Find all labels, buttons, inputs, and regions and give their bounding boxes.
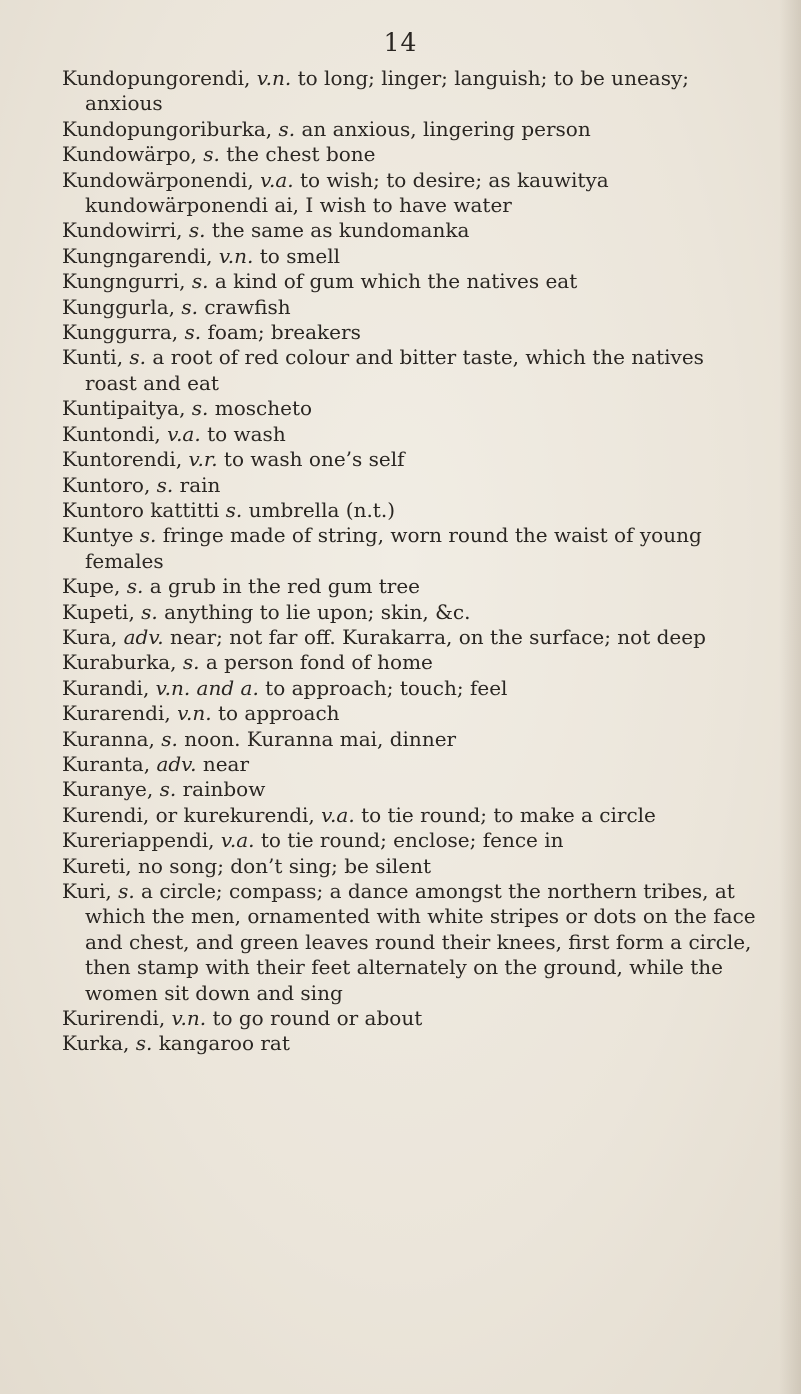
entry-definition: kangaroo rat (158, 1031, 290, 1056)
entry-part-of-speech: s. (191, 269, 209, 294)
entry-headword: Kuntoro kattitti (62, 497, 220, 522)
entry-definition: near; not far off. Kurakarra, on the surface; not deep (169, 624, 706, 649)
dictionary-entry (62, 828, 762, 853)
entry-part-of-speech: s. (182, 650, 200, 675)
dictionary-entry (62, 1031, 762, 1056)
dictionary-entry (62, 473, 762, 498)
entry-definition: to tie round; to make a circle (361, 802, 656, 827)
entry-part-of-speech: s. (181, 294, 198, 319)
entry-headword: Kurirendi, (62, 1006, 166, 1031)
entry-headword: Kuntye (62, 523, 134, 548)
entry-headword: Kungngarendi, (62, 243, 213, 268)
entry-headword: Kunti, (62, 345, 124, 370)
dictionary-entry (62, 727, 762, 752)
dictionary-entry (62, 600, 762, 625)
entry-part-of-speech: s. (188, 218, 206, 243)
entry-headword: Kuranta, (62, 751, 151, 776)
entry-definition: a circle; compass; a dance amongst the northern tribes, at which the men, ornamented with white stripes or dots on the face and chest, and green leaves round their knees, first form a circle, then stamp with their feet alternately on the ground, while the women sit down and sing (85, 879, 756, 1005)
entry-part-of-speech: v.n. (177, 701, 212, 726)
entry-definition: to wash one’s self (223, 447, 405, 472)
entry-headword: Kurarendi, (62, 701, 171, 726)
entry-headword: Kuntorendi, (62, 447, 183, 472)
entry-headword: Kuraburka, (62, 650, 177, 675)
entry-headword: Kundopungorendi, (62, 66, 251, 90)
entry-definition: a kind of gum which the natives eat (214, 269, 578, 294)
entry-headword: Kupeti, (62, 599, 135, 624)
entry-part-of-speech: v.n. (171, 1006, 207, 1031)
dictionary-entry (62, 650, 762, 675)
entry-part-of-speech: s. (225, 497, 243, 522)
entry-part-of-speech: s. (203, 142, 220, 167)
dictionary-entry (62, 854, 762, 879)
dictionary-entry (62, 345, 762, 396)
entry-definition: to go round or about (212, 1006, 423, 1031)
dictionary-entry (62, 676, 762, 701)
dictionary-entry (62, 879, 762, 1006)
entry-definition: umbrella (n.t.) (248, 497, 395, 522)
entry-definition: to wash (207, 421, 286, 446)
dictionary-entry (62, 142, 762, 167)
entry-part-of-speech: s. (129, 345, 147, 370)
entry-part-of-speech: adv. (123, 624, 164, 649)
entry-definition: to smell (259, 243, 341, 268)
entry-part-of-speech: s. (156, 472, 174, 497)
dictionary-entry (62, 752, 762, 777)
entry-headword: Kundowärpo, (62, 142, 197, 167)
entry-part-of-speech: v.a. (220, 828, 255, 853)
dictionary-entry (62, 422, 762, 447)
entry-definition: noon. Kuranna mai, dinner (184, 726, 457, 751)
entry-part-of-speech: v.n. (218, 243, 254, 268)
dictionary-entry (62, 447, 762, 472)
dictionary-entry (62, 295, 762, 320)
dictionary-entry (62, 66, 762, 117)
entry-definition: anything to lie upon; skin, &c. (164, 599, 471, 624)
page-edge-shadow (779, 0, 801, 1394)
entry-part-of-speech: s. (135, 1031, 153, 1056)
dictionary-entry (62, 498, 762, 523)
entry-list (62, 66, 762, 1057)
dictionary-entry (62, 625, 762, 650)
dictionary-entry (62, 320, 762, 345)
entry-definition: the chest bone (226, 142, 376, 167)
entry-headword: Kundopungoriburka, (62, 116, 273, 141)
entry-definition: a root of red colour and bitter taste, which the natives roast and eat (85, 345, 704, 395)
entry-definition: near (202, 751, 250, 776)
entry-part-of-speech: s. (118, 879, 135, 903)
entry-headword: Kuranna, (62, 726, 155, 751)
page-number: 14 (383, 28, 418, 57)
dictionary-entry (62, 701, 762, 726)
entry-part-of-speech: s. (191, 396, 209, 421)
entry-definition: the same as kundomanka (211, 218, 470, 243)
entry-headword: Kureti, (62, 853, 132, 878)
entry-part-of-speech: s. (126, 574, 144, 599)
entry-part-of-speech: adv. (156, 751, 197, 776)
entry-headword: Kurka, (62, 1031, 130, 1056)
entry-headword: Kuranye, (62, 777, 154, 802)
entry-part-of-speech: s. (139, 523, 157, 548)
entry-headword: Kuntipaitya, (62, 396, 186, 421)
entry-definition: moscheto (214, 396, 313, 421)
entry-headword: Kundowirri, (62, 218, 183, 243)
entry-definition: an anxious, lingering person (301, 116, 591, 141)
entry-headword: Kupe, (62, 574, 121, 599)
dictionary-entry (62, 777, 762, 802)
entry-part-of-speech: v.a. (321, 802, 355, 827)
entry-headword: Kurandi, (62, 675, 150, 700)
dictionary-entry (62, 168, 762, 219)
entry-part-of-speech: s. (159, 777, 177, 802)
entry-definition: foam; breakers (207, 320, 361, 345)
entry-definition: a grub in the red gum tree (149, 574, 420, 599)
entry-definition: to long; linger; languish; to be uneasy; anxious (85, 66, 690, 116)
entry-headword: Kurendi, or kurekurendi, (62, 802, 315, 827)
entry-definition: rainbow (182, 777, 266, 802)
entry-definition: a person fond of home (205, 650, 433, 675)
entry-part-of-speech: s. (161, 726, 178, 751)
entry-part-of-speech: v.a. (260, 167, 294, 192)
dictionary-entry (62, 269, 762, 294)
dictionary-entry (62, 218, 762, 243)
entry-definition: fringe made of string, worn round the waist of young females (85, 523, 702, 573)
entry-definition: rain (179, 472, 221, 497)
entry-headword: Kundowärponendi, (62, 167, 254, 192)
entry-definition: to approach (217, 701, 340, 726)
entry-part-of-speech: s. (278, 116, 296, 141)
entry-definition: to approach; touch; feel (265, 675, 508, 700)
entry-headword: Kunggurra, (62, 320, 179, 345)
dictionary-entry (62, 803, 762, 828)
entry-part-of-speech: v.n. (256, 66, 292, 90)
entry-headword: Kura, (62, 624, 118, 649)
entry-headword: Kuntondi, (62, 421, 161, 446)
entry-headword: Kuntoro, (62, 472, 151, 497)
entry-headword: Kuri, (62, 879, 112, 903)
entry-definition: crawfish (204, 294, 291, 319)
entry-part-of-speech: s. (184, 320, 202, 345)
entry-definition: no song; don’t sing; be silent (137, 853, 432, 878)
entry-part-of-speech: s. (141, 599, 158, 624)
dictionary-entry (62, 117, 762, 142)
entry-part-of-speech: v.n. and a. (155, 675, 259, 700)
entry-part-of-speech: v.a. (167, 421, 201, 446)
entry-headword: Kungngurri, (62, 269, 186, 294)
entry-definition: to tie round; enclose; fence in (260, 828, 564, 853)
dictionary-entry (62, 244, 762, 269)
entry-definition: to wish; to desire; as kauwitya kundowärponendi ai, I wish to have water (85, 167, 609, 218)
dictionary-entry (62, 1006, 762, 1031)
dictionary-entry (62, 574, 762, 599)
dictionary-entry (62, 523, 762, 574)
dictionary-entry (62, 396, 762, 421)
entry-part-of-speech: v.r. (188, 447, 218, 472)
entry-headword: Kunggurla, (62, 294, 175, 319)
entry-headword: Kureriappendi, (62, 828, 215, 853)
